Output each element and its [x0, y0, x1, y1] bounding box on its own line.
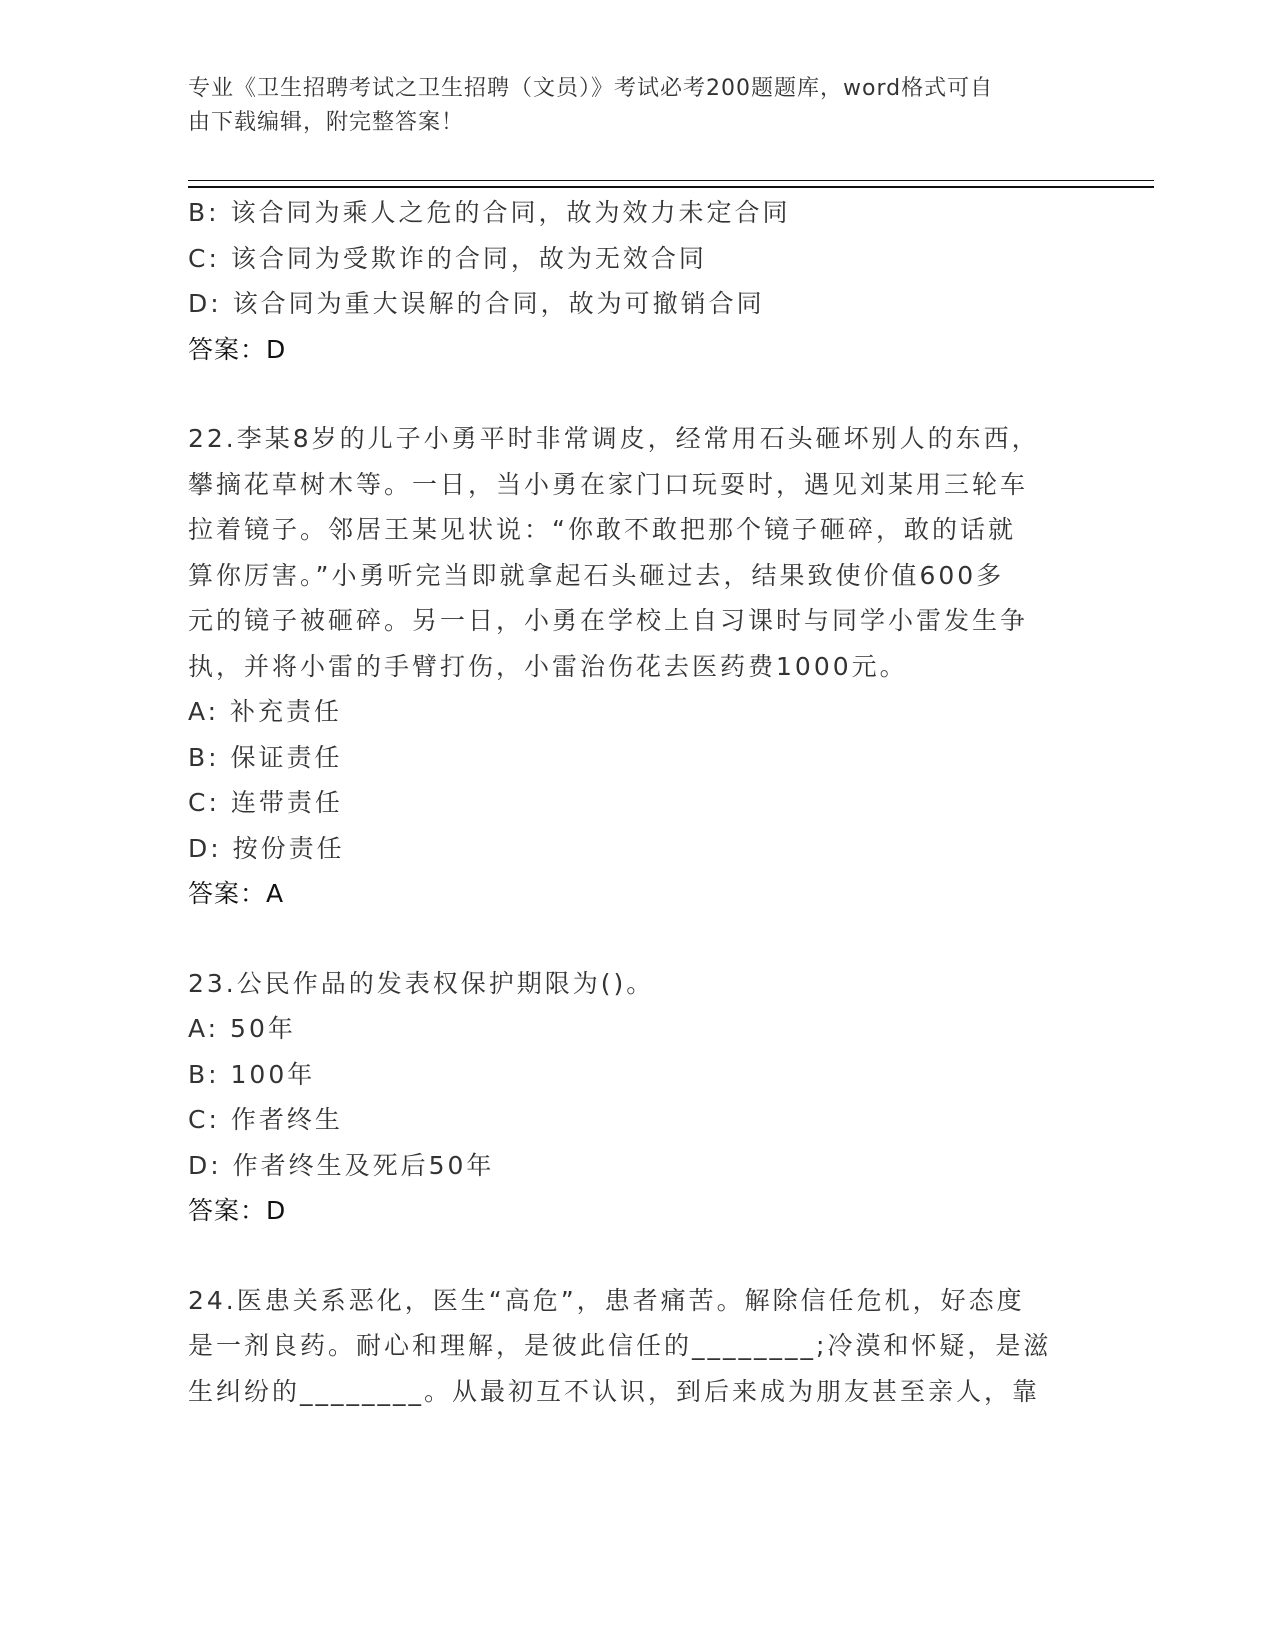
answer: 答案：A — [188, 879, 285, 908]
option-b: B: 100年 — [188, 1059, 316, 1089]
option-d: D: 该合同为重大误解的合同，故为可撤销合同 — [188, 289, 765, 318]
question-22 — [188, 416, 1068, 917]
question-stem-line: 算你厉害。”小勇听完当即就拿起石头砸过去，结果致使价值600多 — [188, 560, 1005, 590]
answer: 答案：D — [188, 334, 287, 364]
header-line-2: 由下载编辑，附完整答案！ — [188, 110, 465, 135]
answer: 答案：D — [188, 1196, 287, 1225]
question-stem-line: 23.公民作品的发表权保护期限为()。 — [188, 968, 655, 998]
option-d: D: 按份责任 — [188, 833, 345, 863]
question-stem-line: 生纠纷的________。从最初互不认识，到后来成为朋友甚至亲人，靠 — [188, 1376, 1041, 1406]
question-stem-line: 22.李某8岁的儿子小勇平时非常调皮，经常用石头砸坏别人的东西， — [188, 424, 1040, 453]
page-header — [188, 72, 1068, 140]
question-23 — [188, 961, 1068, 1234]
option-c: C: 作者终生 — [188, 1105, 343, 1134]
option-a: A: 50年 — [188, 1014, 296, 1043]
question-stem-line: 是一剂良药。耐心和理解，是彼此信任的________;冷漠和怀疑，是滋 — [188, 1331, 1052, 1360]
question-24 — [188, 1278, 1068, 1415]
option-c: C: 该合同为受欺诈的合同，故为无效合同 — [188, 243, 707, 273]
question-stem-line: 元的镜子被砸碎。另一日，小勇在学校上自习课时与同学小雷发生争 — [188, 606, 1029, 635]
document-body — [188, 190, 1068, 1414]
spacer — [188, 372, 1068, 416]
option-b: B: 该合同为乘人之危的合同，故为效力未定合同 — [188, 198, 791, 227]
question-stem-line: 拉着镜子。邻居王某见状说：“你敢不敢把那个镜子砸碎，敢的话就 — [188, 515, 1016, 544]
spacer — [188, 917, 1068, 961]
option-c: C: 连带责任 — [188, 788, 343, 817]
question-stem-line: 攀摘花草树木等。一日，当小勇在家门口玩耍时，遇见刘某用三轮车 — [188, 469, 1029, 499]
header-divider — [188, 180, 1154, 188]
option-a: A: 补充责任 — [188, 697, 343, 726]
question-21 — [188, 190, 1068, 372]
header-line-1: 专业《卫生招聘考试之卫生招聘（文员）》考试必考200题题库，word格式可自 — [188, 76, 994, 101]
spacer — [188, 1234, 1068, 1278]
option-b: B: 保证责任 — [188, 742, 343, 772]
question-stem-line: 24.医患关系恶化，医生“高危”，患者痛苦。解除信任危机，好态度 — [188, 1285, 1025, 1315]
question-stem-line: 执，并将小雷的手臂打伤，小雷治伤花去医药费1000元。 — [188, 651, 908, 681]
option-d: D: 作者终生及死后50年 — [188, 1150, 495, 1180]
